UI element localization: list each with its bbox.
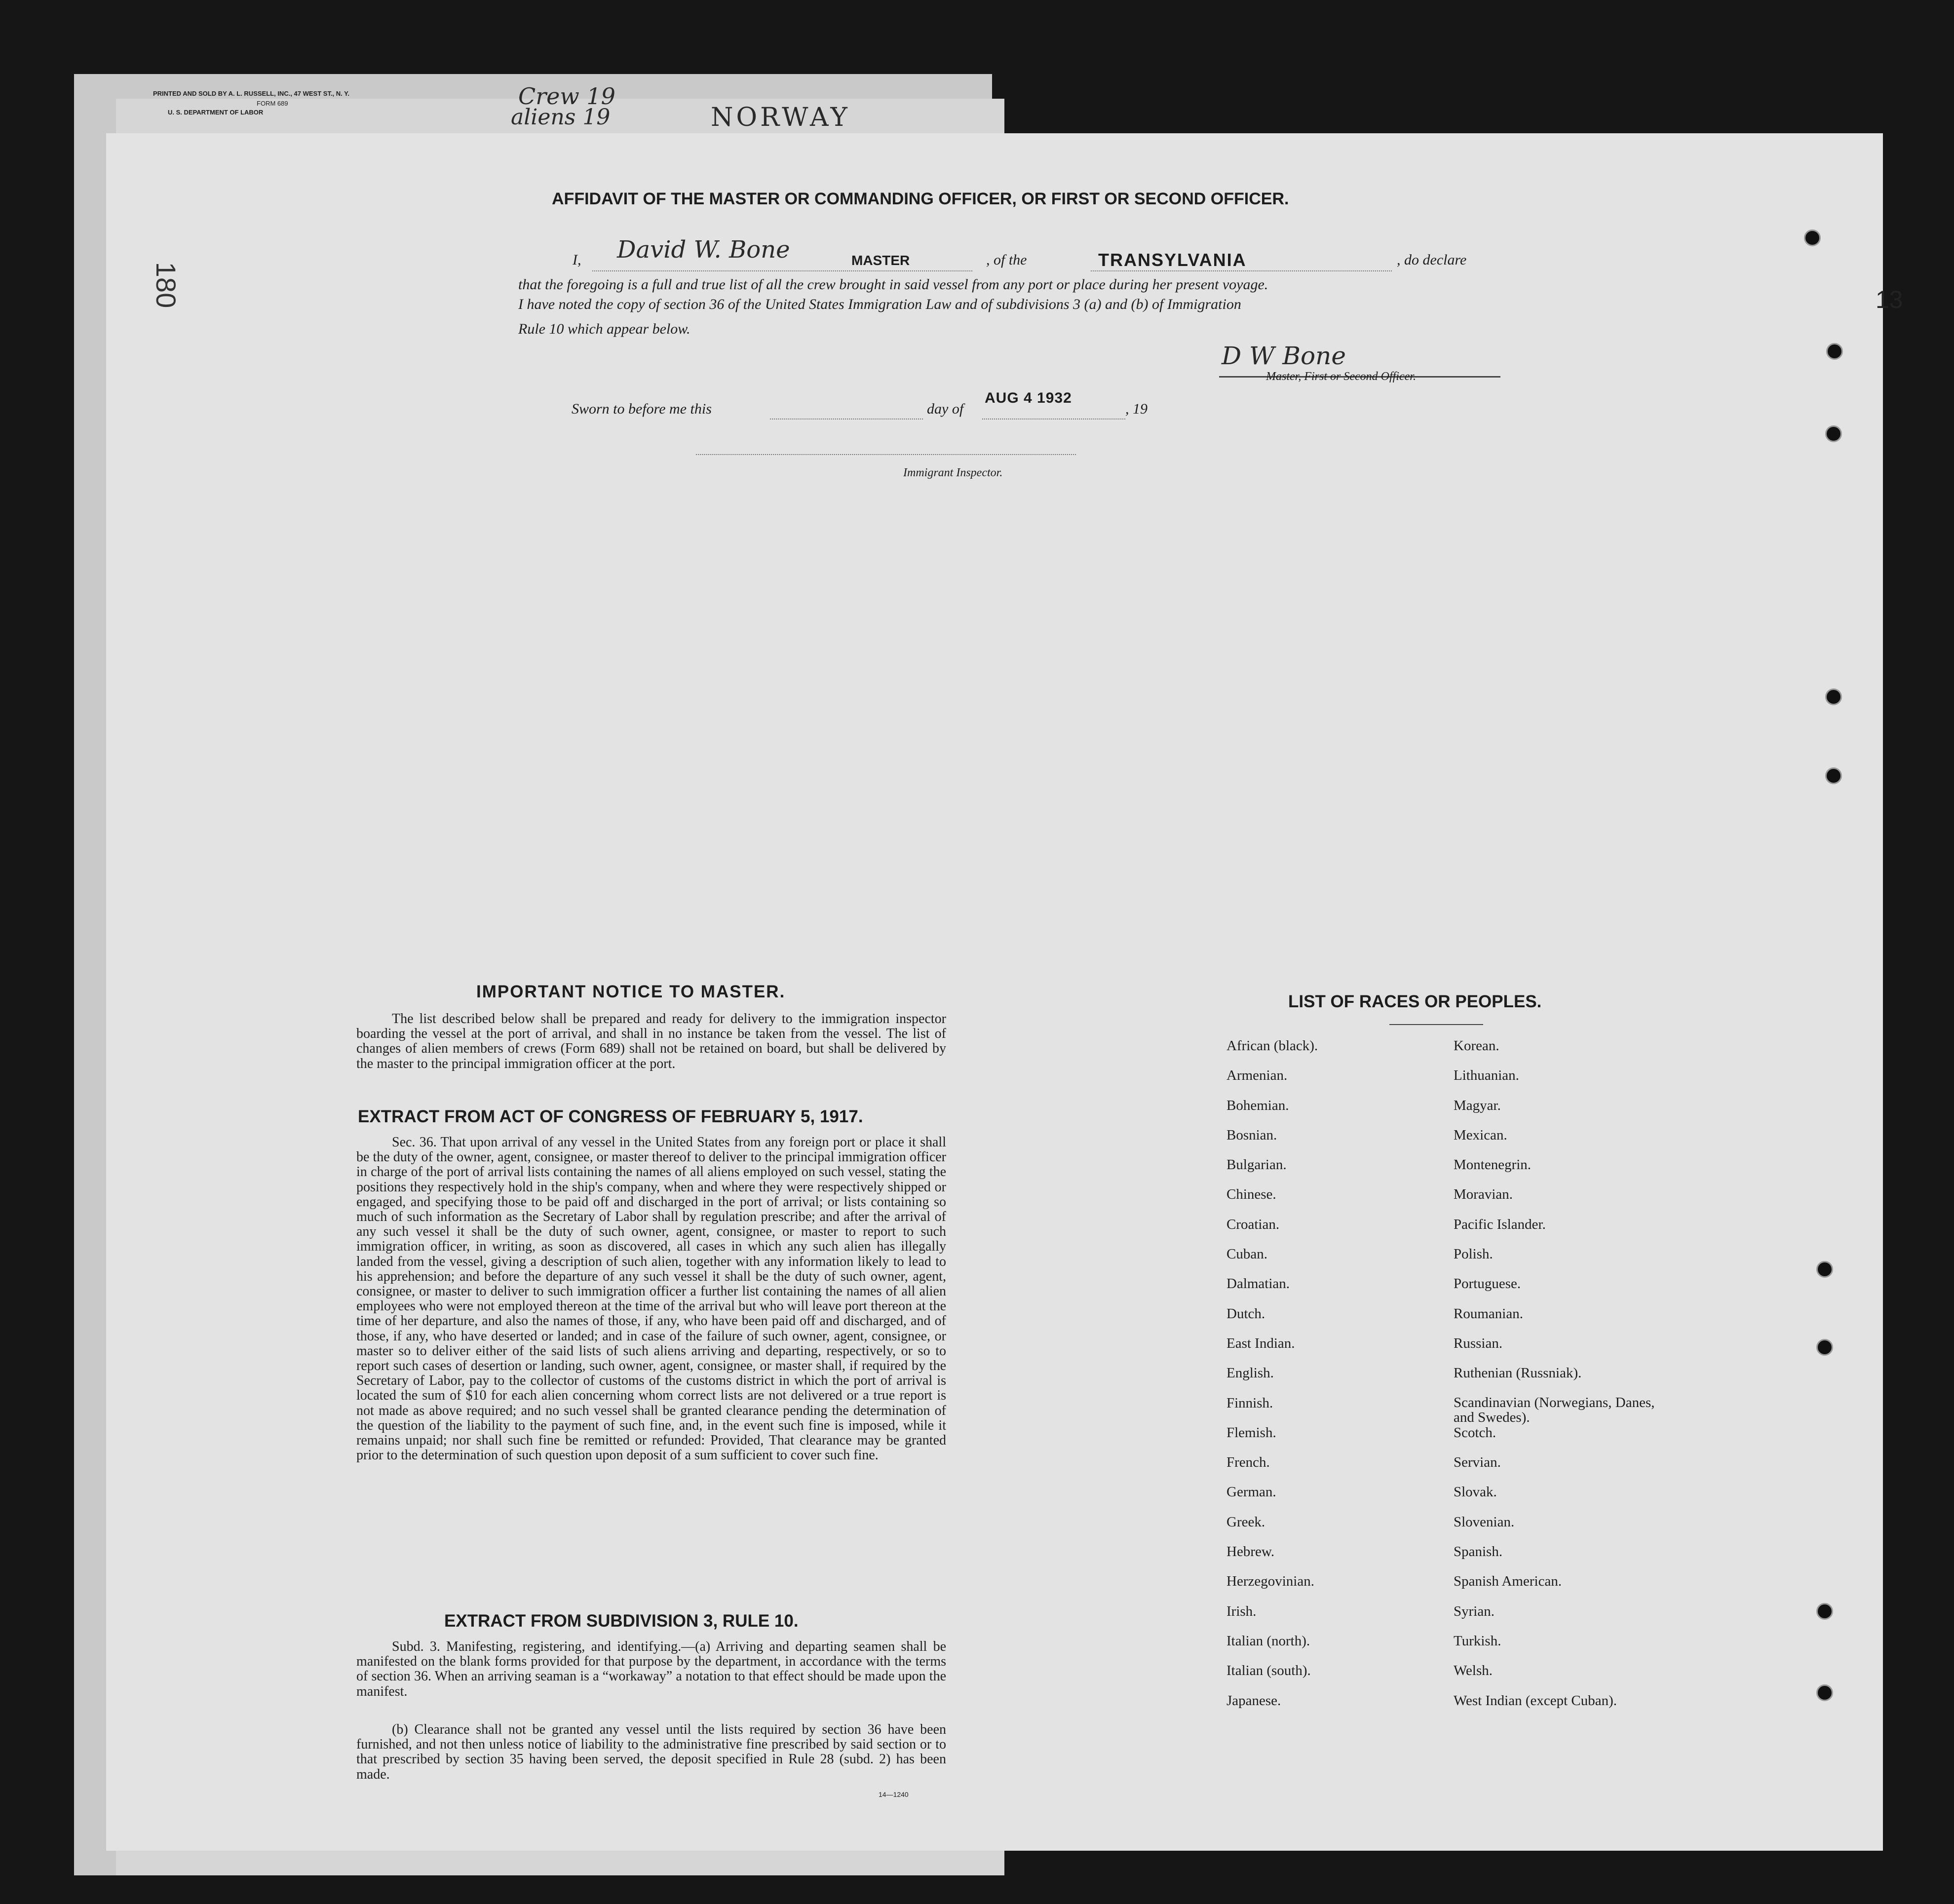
binder-hole-icon [1804,229,1821,246]
race-item: Flemish. [1226,1424,1276,1441]
race-item: Dalmatian. [1226,1276,1290,1292]
handwritten-alien-count: aliens 19 [511,105,611,130]
race-item: Italian (south). [1226,1663,1311,1679]
binder-hole-icon [1816,1261,1833,1278]
race-item: African (black). [1226,1038,1318,1054]
race-item: Spanish. [1454,1544,1503,1560]
affidavit-line-3: I have noted the copy of section 36 of the United States Immigration Law and of subdivisions 3 (a) and (b) of Immigration [518,296,1241,312]
race-item: Dutch. [1226,1305,1265,1322]
form-number: FORM 689 [257,100,288,107]
of-the-text: , of the [986,252,1027,268]
race-item: Herzegovinian. [1226,1573,1314,1590]
affidavit-title: AFFIDAVIT OF THE MASTER OR COMMANDING OFFICER, OR FIRST OR SECOND OFFICER. [552,190,1289,208]
sworn-text: Sworn to before me this [572,401,712,417]
day-of-text: day of [927,401,964,417]
race-item: Turkish. [1454,1633,1501,1649]
race-item: English. [1226,1365,1274,1381]
race-item: Hebrew. [1226,1544,1275,1560]
binder-hole-icon [1816,1339,1833,1356]
race-item: Pacific Islander. [1454,1216,1546,1232]
handwritten-crew-count: Crew 19 [518,83,615,110]
inspector-caption: Immigrant Inspector. [903,466,1003,479]
race-item: Magyar. [1454,1097,1501,1113]
binder-hole-icon [1825,425,1842,442]
race-item: Finnish. [1226,1395,1273,1411]
race-item: Polish. [1454,1246,1493,1262]
race-item: Portuguese. [1454,1276,1521,1292]
affidavit-line-2: that the foregoing is a full and true list of all the crew brought in said vessel from any port or place during her present voyage. [518,276,1268,293]
act-extract-title: EXTRACT FROM ACT OF CONGRESS OF FEBRUARY 5, 1917. [358,1107,863,1126]
race-item: Servian. [1454,1454,1501,1471]
races-left-column [1226,1038,1318,1722]
rule-extract-title: EXTRACT FROM SUBDIVISION 3, RULE 10. [444,1611,799,1631]
race-item: Lithuanian. [1454,1067,1519,1084]
print-code: 14—1240 [879,1790,909,1798]
affidavit-line-4: Rule 10 which appear below. [518,321,690,337]
binder-hole-icon [1825,688,1842,705]
race-item: Slovenian. [1454,1514,1515,1530]
race-item: Cuban. [1226,1246,1267,1262]
race-item: Welsh. [1454,1663,1493,1679]
left-margin-number: 180 [151,262,182,308]
notice-title: IMPORTANT NOTICE TO MASTER. [476,982,786,1001]
binder-hole-icon [1816,1684,1833,1701]
race-item: Spanish American. [1454,1573,1562,1590]
notice-body: The list described below shall be prepared and ready for delivery to the immigration inspector boarding the vessel at the port of arrival, and shall in no instance be taken from the vessel. The list of changes of alien members of crews (Form 689) shall not be retained on board, but shall be delivered by the master to the principal immigration officer at the port. [356,1011,946,1071]
race-item: Mexican. [1454,1127,1507,1143]
race-item: Croatian. [1226,1216,1280,1232]
races-title-rule [1389,1024,1483,1025]
inspector-line [696,454,1076,455]
handwritten-country: NORWAY [711,103,850,132]
race-item: Slovak. [1454,1484,1497,1500]
race-item: French. [1226,1454,1270,1471]
race-item: Moravian. [1454,1186,1513,1203]
binder-hole-icon [1816,1603,1833,1620]
year-text: , 19 [1125,401,1148,417]
race-item: Russian. [1454,1335,1503,1351]
race-item: West Indian (except Cuban). [1454,1692,1617,1709]
race-item: Italian (north). [1226,1633,1310,1649]
vessel-line [1091,270,1392,271]
act-extract-body: Sec. 36. That upon arrival of any vessel in the United States from any foreign port or place it shall be the duty of the owner, agent, consignee, or master thereof to deliver to the principal immigration officer in charge of the port of arrival lists containing the names of all aliens employed on such vessel, stating the positions they respectively hold in the ship's company, when and where they were respectively shipped or engaged, and specifying those to be paid off and discharged in the port of arrival; or lists containing so much of such information as the Secretary of Labor shall by regulation prescribe; and after the arrival of any such vessel it shall be the duty of such owner, agent, consignee, or master to report to such immigration officer, in writing, as soon as discovered, all cases in which any such alien has illegally landed from the vessel, giving a description of such alien, together with any information likely to lead to his apprehension; and before the departure of any such vessel it shall be the duty of such owner, agent, consignee, or master to deliver to such immigration officer a further list containing the names of all alien employees who were not employed thereon at the time of the arrival but who will leave port thereon at the time of her departure, and also the names of those, if any, who have been paid off and discharged, and of those, if any, who have deserted or landed; and in case of the failure of such owner, agent, consignee, or master so to deliver either of the said lists of such aliens arriving and departing, respectively, or so to report such cases of desertion or landing, such owner, agent, consignee, or master shall, if required by the Secretary of Labor, pay to the collector of customs of the customs district in which the port of arrival is located the sum of $10 for each alien concerning whom correct lists are not delivered or a true report is not made as above required; and no such vessel shall be granted clearance pending the determination of the question of the liability to the payment of such fine, and, in the event such fine is imposed, while it remains unpaid; nor shall such fine be remitted or refunded: Provided, That clearance may be granted prior to the determination of such question upon deposit of a sum sufficient to cover such fine. [356,1135,946,1463]
races-right-column [1454,1038,1666,1722]
race-item: Irish. [1226,1603,1257,1619]
declare-text: , do declare [1397,252,1467,268]
race-item: Montenegrin. [1454,1157,1532,1173]
rule-extract-para-b: (b) Clearance shall not be granted any vessel until the lists required by section 36 have been furnished, and not then unless notice of liability to the administrative fine prescribed by said section or to that prescribed by section 35 having been served, the deposit specified in Rule 28 (subd. 2) has been made. [356,1722,946,1782]
officer-signature: D W Bone [1222,342,1346,370]
vessel-name: TRANSYLVANIA [1098,250,1247,270]
race-item: Bulgarian. [1226,1157,1287,1173]
race-item: Chinese. [1226,1186,1276,1203]
race-item: Armenian. [1226,1067,1288,1084]
rule-extract-para-a: Subd. 3. Manifesting, registering, and identifying.—(a) Arriving and departing seamen shall be manifested on the blank forms provided for that purpose by the department, in accordance with the terms of section 36. When an arriving seaman is a “workaway” a notation to that effect should be made upon the manifest. [356,1639,946,1699]
right-margin-number: 13 [1876,286,1903,313]
printer-line: PRINTED AND SOLD BY A. L. RUSSELL, INC., 47 WEST ST., N. Y. [153,90,349,97]
rank-text: MASTER [851,253,910,268]
date-stamp: AUG 4 1932 [985,390,1072,406]
master-signature: David W. Bone [617,236,790,264]
name-line [592,270,972,271]
race-item: Syrian. [1454,1603,1494,1619]
binder-hole-icon [1825,767,1842,784]
race-item: Ruthenian (Russniak). [1454,1365,1582,1381]
affidavit-intro: I, [573,252,581,268]
race-item: Japanese. [1226,1692,1281,1709]
race-item: East Indian. [1226,1335,1295,1351]
department-line: U. S. DEPARTMENT OF LABOR [168,109,264,116]
races-title: LIST OF RACES OR PEOPLES. [1288,992,1542,1011]
officer-caption: Master, First or Second Officer. [1266,370,1416,383]
race-item: Scotch. [1454,1424,1496,1441]
binder-hole-icon [1826,343,1843,360]
race-item: Korean. [1454,1038,1499,1054]
race-item: Roumanian. [1454,1305,1523,1322]
race-item: Scandinavian (Norwegians, Danes, and Swedes). [1454,1394,1655,1425]
race-item: Bohemian. [1226,1097,1289,1113]
race-item: German. [1226,1484,1276,1500]
race-item: Greek. [1226,1514,1265,1530]
race-item: Bosnian. [1226,1127,1277,1143]
